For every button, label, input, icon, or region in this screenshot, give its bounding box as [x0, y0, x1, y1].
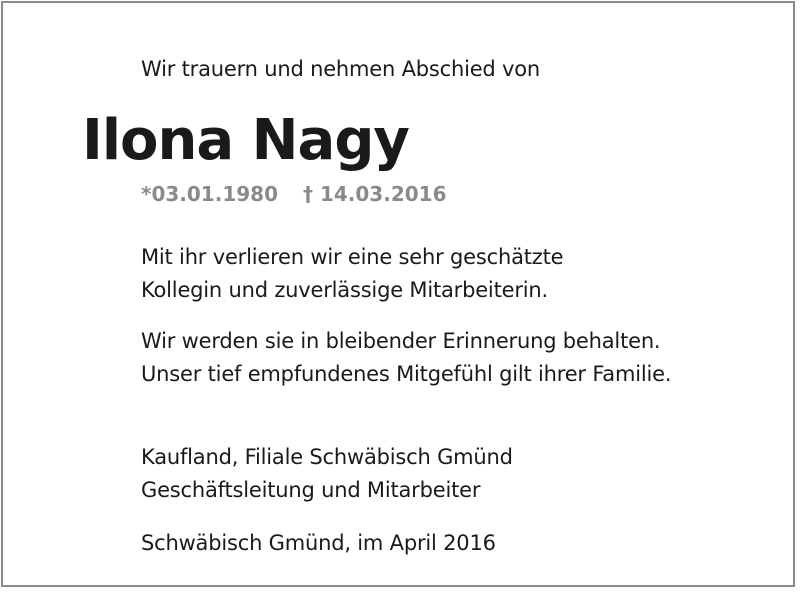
- paragraph-1-line-1: Mit ihr verlieren wir eine sehr geschätzte: [141, 245, 564, 269]
- deceased-name: Ilona Nagy: [82, 108, 409, 173]
- life-dates: [141, 181, 447, 207]
- intro-text: Wir trauern und nehmen Abschied von: [141, 57, 541, 81]
- place-and-date: Schwäbisch Gmünd, im April 2016: [141, 531, 496, 555]
- signature-line-2: Geschäftsleitung und Mitarbeiter: [141, 478, 481, 502]
- paragraph-2-line-2: Unser tief empfundenes Mitgefühl gilt ihrer Familie.: [141, 362, 672, 386]
- paragraph-1-line-2: Kollegin und zuverlässige Mitarbeiterin.: [141, 278, 548, 302]
- paragraph-2-line-1: Wir werden sie in bleibender Erinnerung behalten.: [141, 329, 661, 353]
- signature-line-1: Kaufland, Filiale Schwäbisch Gmünd: [141, 445, 513, 469]
- death-date: † 14.03.2016: [303, 182, 447, 206]
- birth-date: *03.01.1980: [141, 182, 278, 206]
